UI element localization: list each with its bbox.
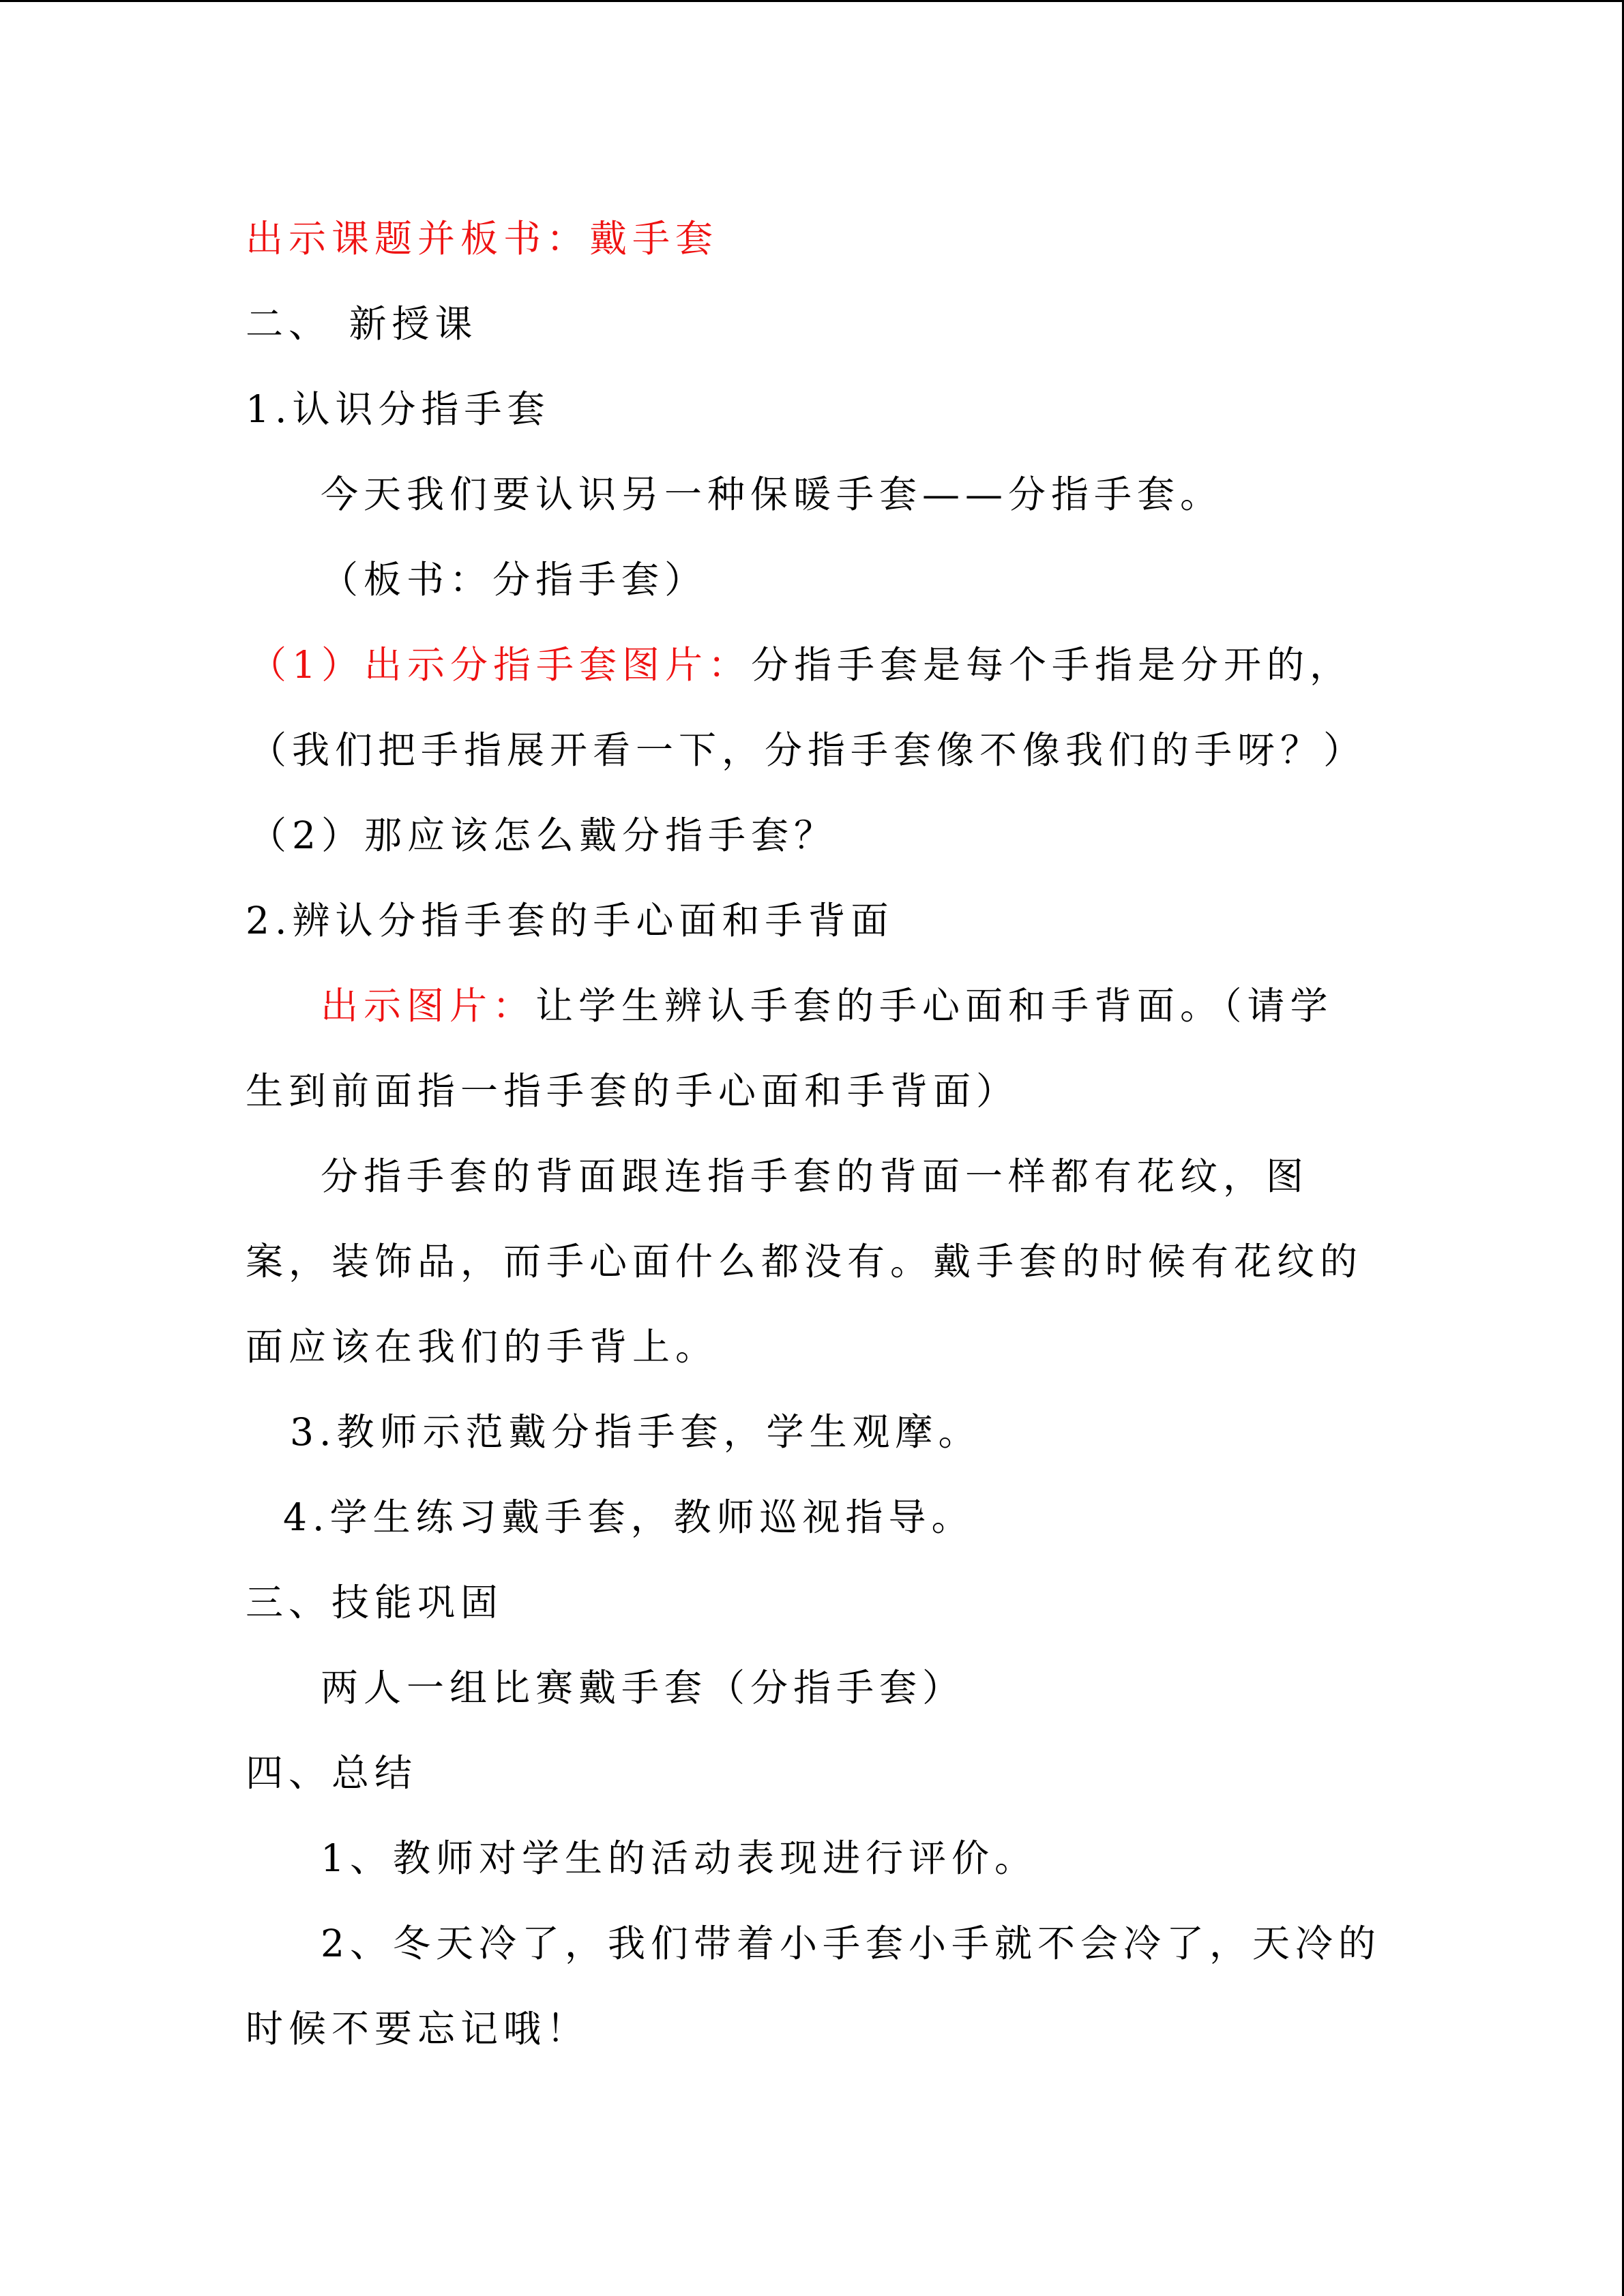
paragraph-back-side: 分指手套的背面跟连指手套的背面一样都有花纹，图 [321,1154,1310,1198]
paragraph-back-side-cont-1: 案，装饰品，而手心面什么都没有。戴手套的时候有花纹的 [246,1240,1363,1283]
summary-item-1: 1、教师对学生的活动表现进行评价。 [321,1836,1037,1880]
section-heading-summary: 四、总结 [246,1751,418,1795]
step-2-line: （2）那应该怎么戴分指手套？ [249,814,837,857]
step-1-line [249,638,1353,692]
section-heading-skills: 三、技能巩固 [246,1581,504,1624]
summary-item-2-cont: 时候不要忘记哦！ [246,2007,590,2051]
pair-competition: 两人一组比赛戴手套（分指手套） [321,1666,966,1710]
lesson-title-line: 出示课题并板书：戴手套 [246,217,719,260]
section-heading-new-lesson: 二、 新授课 [246,302,478,346]
step-4-student-practice: 4.学生练习戴手套，教师巡视指导。 [283,1495,975,1539]
show-picture-line [321,979,1333,1033]
paragraph-intro: 今天我们要认识另一种保暖手套——分指手套。 [321,473,1224,516]
show-picture-red-label: 出示图片： [321,984,536,1028]
page-top-border [0,0,1624,2]
paragraph-back-side-cont-2: 面应该在我们的手背上。 [246,1325,719,1369]
board-note: （板书：分指手套） [321,558,708,601]
step-1-red-label: （1）出示分指手套图片： [249,643,751,687]
summary-item-2: 2、冬天冷了，我们带着小手套小手就不会冷了，天冷的 [321,1922,1381,1965]
question-line: （我们把手指展开看一下，分指手套像不像我们的手呀？） [249,728,1367,772]
step-3-teacher-demo: 3.教师示范戴分指手套，学生观摩。 [290,1410,981,1454]
show-picture-text: 让学生辨认手套的手心面和手背面。（请学 [535,984,1333,1028]
step-1-text: 分指手套是每个手指是分开的， [751,643,1353,687]
show-picture-continued: 生到前面指一指手套的手心面和手背面） [246,1069,1020,1113]
subheading-recognize-gloves: 1.认识分指手套 [246,387,550,431]
subheading-distinguish: 2.辨认分指手套的手心面和手背面 [246,899,894,942]
